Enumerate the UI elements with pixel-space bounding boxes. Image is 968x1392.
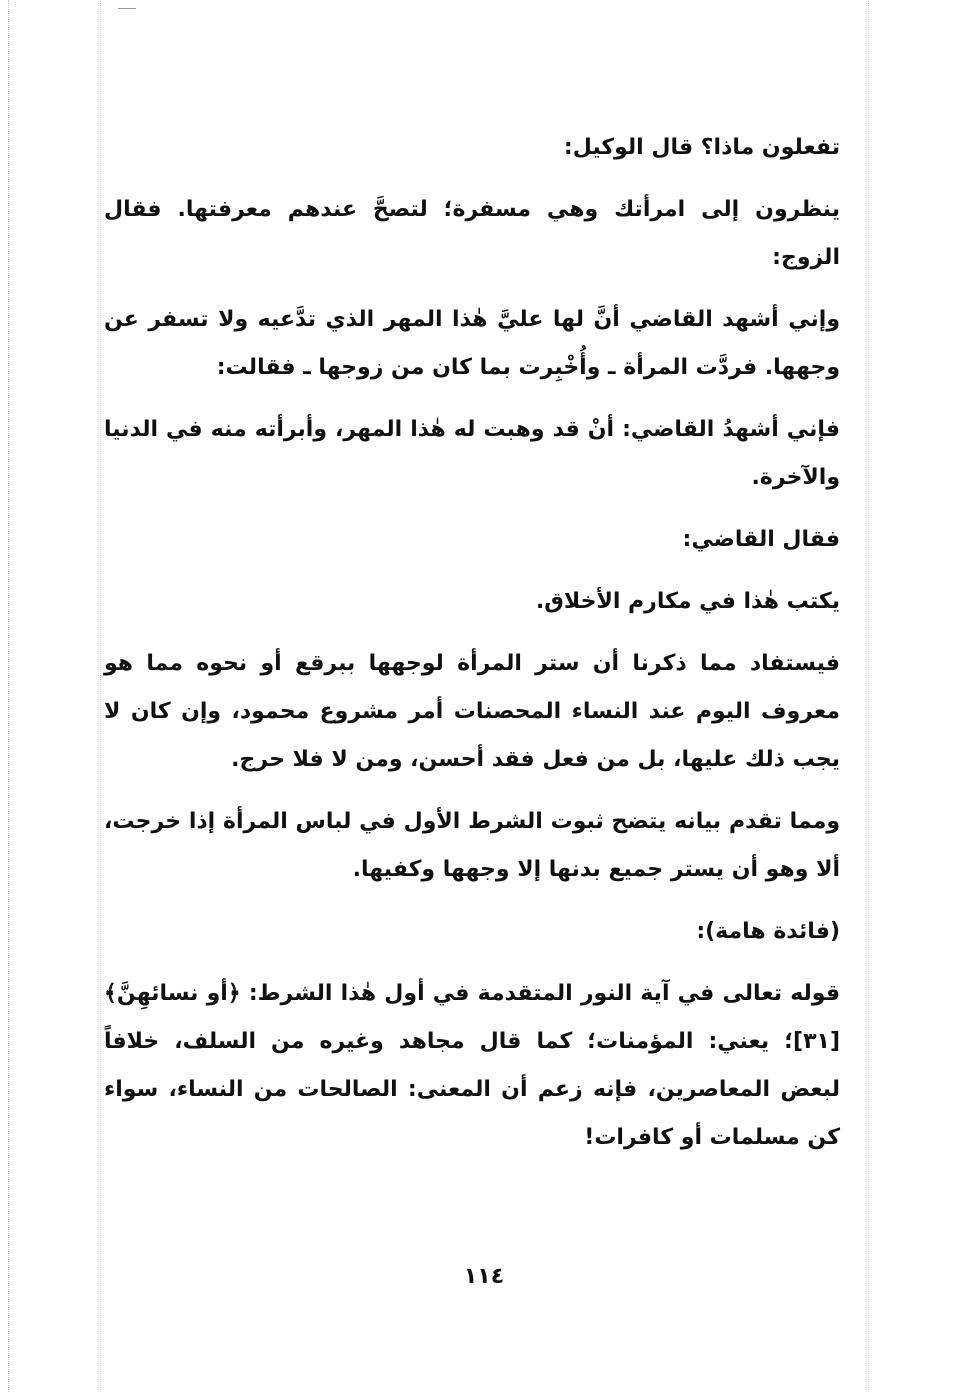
paragraph-wife-statement: فإني أشهدُ القاضي: أنْ قد وهبت له هٰذا المهر، وأبرأته منه في الدنيا والآخرة. (104, 417, 840, 490)
margin-guide-left (8, 0, 9, 1392)
page-number: ١١٤ (463, 1264, 505, 1289)
paragraph-first-condition: ومما تقدم بيانه يتضح ثبوت الشرط الأول في لباس المرأة إذا خرجت، ألا وهو أن يستر جميع بدنها إلا وجهها وكفيها. (104, 809, 840, 882)
paragraph-agent-question: تفعلون ماذا؟ قال الوكيل: (563, 135, 840, 160)
paragraph-verse-commentary: قوله تعالى في آية النور المتقدمة في أول هٰذا الشرط: ﴿أو نسائهِنَّ﴾ [٣١]؛ يعني: المؤمنات؛ كما قال مجاهد وغيره من السلف، خلافاً لبعض المعاصرين، فإنه زعم أن المعنى: الصالحات من النساء، سواء كن مسلمات أو كافرات! (104, 981, 840, 1150)
page-body (104, 124, 840, 1176)
section-heading-important-note: (فائدة هامة): (696, 919, 840, 944)
paragraph-conclusion: فيستفاد مما ذكرنا أن ستر المرأة لوجهها ببرقع أو نحوه مما هو معروف اليوم عند النساء المحصنات أمر مشروع محمود، وإن كان لا يجب ذلك عليها، بل من فعل فقد أحسن، ومن لا فلا حرج. (104, 651, 840, 772)
margin-guide-text-left (100, 0, 101, 1392)
margin-guide-right (868, 0, 869, 1392)
paragraph-judge-ruling: يكتب هٰذا في مكارم الأخلاق. (535, 589, 840, 614)
paragraph-judge-said: فقال القاضي: (682, 527, 840, 552)
paragraph-agent-answer: ينظرون إلى امرأتك وهي مسفرة؛ لتصحَّ عندهم معرفتها. فقال الزوج: (104, 197, 840, 270)
crop-mark (118, 8, 136, 9)
paragraph-husband-statement: وإني أشهد القاضي أنَّ لها عليَّ هٰذا المهر الذي تدَّعيه ولا تسفر عن وجهها. فردَّت المرأة ـ وأُخْبِرت بما كان من زوجها ـ فقالت: (104, 307, 840, 380)
